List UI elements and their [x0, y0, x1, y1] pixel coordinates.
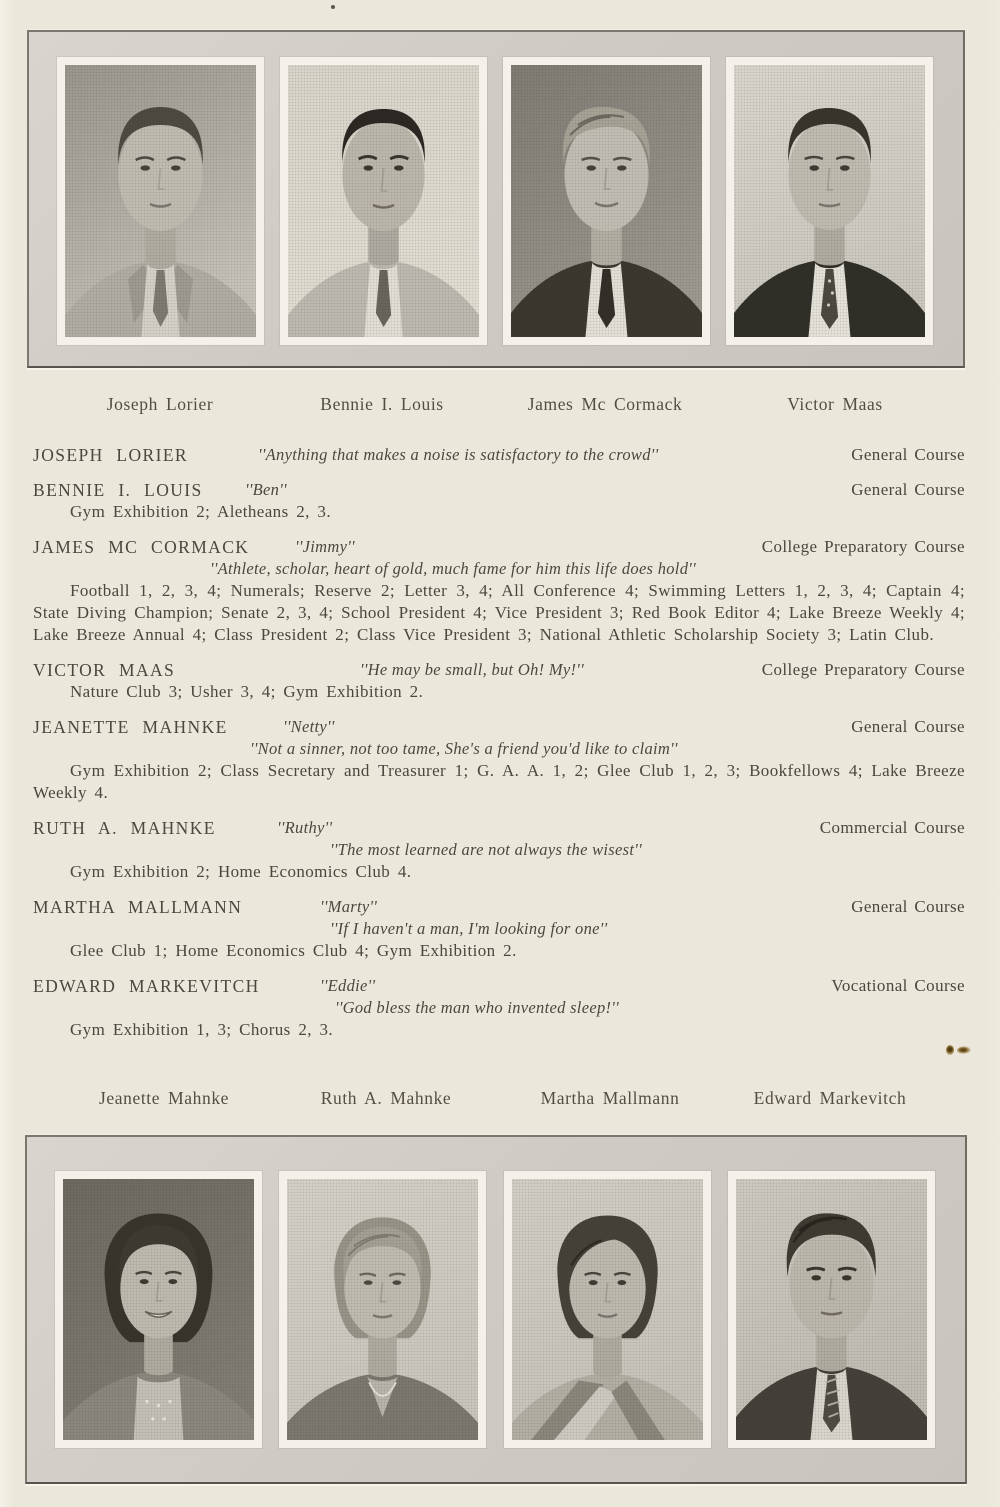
student-name: MARTHA MALLMANN [33, 897, 243, 917]
student-nickname: ''Ben'' [245, 480, 287, 499]
entry-bennie-louis [33, 479, 965, 523]
student-name: EDWARD MARKEVITCH [33, 976, 260, 996]
photo-mat [504, 1171, 711, 1448]
portrait-illustration [63, 1179, 254, 1440]
scan-speck [331, 5, 335, 9]
student-activities: Nature Club 3; Usher 3, 4; Gym Exhibition 2. [70, 682, 424, 701]
entry-victor-maas [33, 659, 965, 703]
student-quote: ''Athlete, scholar, heart of gold, much fame for him this life does hold'' [210, 559, 696, 578]
ink-spot [946, 1045, 954, 1055]
entry-edward-markevitch [33, 975, 965, 1041]
portrait-martha-mallmann [512, 1179, 703, 1440]
entry-joseph-lorier [33, 444, 965, 466]
portrait-illustration [512, 1179, 703, 1440]
photo-mat [503, 57, 710, 345]
caption-joseph-lorier: Joseph Lorier [106, 394, 214, 414]
student-nickname: ''Ruthy'' [277, 818, 333, 837]
portrait-victor-maas [734, 65, 925, 337]
student-name: BENNIE I. LOUIS [33, 480, 203, 500]
course-label: College Preparatory Course [761, 660, 965, 679]
student-quote: ''Anything that makes a noise is satisfactory to the crowd'' [258, 445, 659, 464]
photo-mat [280, 57, 487, 345]
portrait-edward-markevitch [736, 1179, 927, 1440]
student-entries [33, 444, 965, 1054]
portrait-illustration [736, 1179, 927, 1440]
portrait-james-mc-cormack [511, 65, 702, 337]
entry-james-mc-cormack [33, 536, 965, 646]
photo-panel-top [27, 30, 965, 368]
student-activities: Gym Exhibition 2; Home Economics Club 4. [70, 862, 412, 881]
student-name: VICTOR MAAS [33, 660, 176, 680]
course-label: General Course [851, 480, 965, 499]
portrait-joseph-lorier [65, 65, 256, 337]
course-label: General Course [851, 445, 965, 464]
caption-edward-markevitch: Edward Markevitch [753, 1088, 907, 1108]
student-quote: ''The most learned are not always the wisest'' [330, 840, 642, 859]
photo-mat [279, 1171, 486, 1448]
course-label: Vocational Course [831, 976, 965, 995]
course-label: General Course [851, 897, 965, 916]
student-name: JOSEPH LORIER [33, 445, 189, 465]
caption-jeanette-mahnke: Jeanette Mahnke [98, 1088, 230, 1108]
student-nickname: ''Jimmy'' [295, 537, 355, 556]
entry-martha-mallmann [33, 896, 965, 962]
portrait-bennie-louis [288, 65, 479, 337]
photo-mat [728, 1171, 935, 1448]
student-nickname: ''Marty'' [320, 897, 378, 916]
caption-ruth-mahnke: Ruth A. Mahnke [320, 1088, 452, 1108]
student-activities: Gym Exhibition 1, 3; Chorus 2, 3. [70, 1020, 334, 1039]
entry-ruth-mahnke [33, 817, 965, 883]
student-activities: Gym Exhibition 2; Class Secretary and Treasurer 1; G. A. A. 1, 2; Glee Club 1, 2, 3; Bookfellows 4; Lake Breeze Weekly 4. [33, 761, 965, 802]
caption-bennie-louis: Bennie I. Louis [320, 394, 444, 414]
student-activities: Gym Exhibition 2; Aletheans 2, 3. [70, 502, 331, 521]
student-quote: ''Not a sinner, not too tame, She's a friend you'd like to claim'' [250, 739, 678, 758]
student-quote: ''God bless the man who invented sleep!'' [335, 998, 619, 1017]
student-name: JAMES MC CORMACK [33, 537, 250, 557]
portrait-jeanette-mahnke [63, 1179, 254, 1440]
portrait-illustration [288, 65, 479, 337]
caption-james-mc-cormack: James Mc Cormack [527, 394, 683, 414]
caption-victor-maas: Victor Maas [787, 394, 883, 414]
entry-jeanette-mahnke [33, 716, 965, 804]
photo-mat [57, 57, 264, 345]
student-nickname: ''Eddie'' [320, 976, 376, 995]
student-name: JEANETTE MAHNKE [33, 717, 228, 737]
course-label: General Course [851, 717, 965, 736]
portrait-illustration [65, 65, 256, 337]
photo-mat [726, 57, 933, 345]
ink-spot [957, 1046, 971, 1054]
student-quote: ''He may be small, but Oh! My!'' [360, 660, 584, 679]
portrait-illustration [287, 1179, 478, 1440]
photo-mat [55, 1171, 262, 1448]
student-activities: Glee Club 1; Home Economics Club 4; Gym Exhibition 2. [70, 941, 517, 960]
portrait-illustration [734, 65, 925, 337]
course-label: Commercial Course [819, 818, 965, 837]
student-name: RUTH A. MAHNKE [33, 818, 216, 838]
photo-panel-bottom [25, 1135, 967, 1484]
student-nickname: ''Netty'' [283, 717, 335, 736]
student-activities: Football 1, 2, 3, 4; Numerals; Reserve 2; Letter 3, 4; All Conference 4; Swimming Letters 1, 2, 3, 4; Captain 4; State Diving Champion; Senate 2, 3, 4; School President 4; Vice President 3; Red Book Editor 4; Lake Breeze Weekly 4; Lake Breeze Annual 4; Class President 2; Class Vice President 3; National Athletic Scholarship Society 3; Latin Club. [33, 581, 965, 644]
caption-martha-mallmann: Martha Mallmann [540, 1088, 680, 1108]
portrait-ruth-mahnke [287, 1179, 478, 1440]
course-label: College Preparatory Course [761, 537, 965, 556]
student-quote: ''If I haven't a man, I'm looking for one'' [330, 919, 608, 938]
portrait-illustration [511, 65, 702, 337]
